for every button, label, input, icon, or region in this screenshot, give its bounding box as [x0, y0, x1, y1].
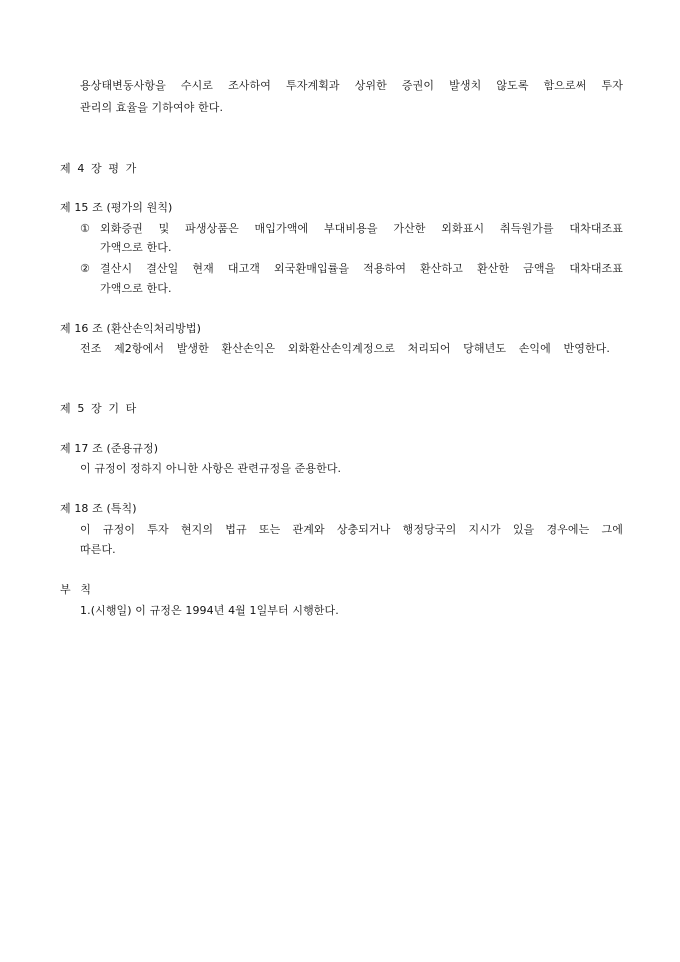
article-heading: 제 15 조 (평가의 원칙) — [60, 201, 173, 214]
article-body-continued: 따른다. — [80, 543, 116, 556]
list-item — [80, 222, 623, 236]
article-body: 이 규정이 정하지 아니한 사항은 관련규정을 준용한다. — [80, 462, 342, 475]
article-heading: 제 17 조 (준용규정) — [60, 442, 159, 455]
item-number: ① — [80, 222, 90, 235]
addendum-heading: 부 칙 — [60, 583, 92, 596]
item-text-continued: 가액으로 한다. — [100, 241, 172, 254]
paragraph-line: 용상태변동사항을 수시로 조사하여 투자계획과 상위한 증권이 발생치 않도록 함으로써 투자 — [80, 79, 623, 92]
item-number: ② — [80, 262, 90, 275]
article-heading: 제 16 조 (환산손익처리방법) — [60, 322, 202, 335]
article-body: 이 규정이 투자 현지의 법규 또는 관계와 상충되거나 행정당국의 지시가 있을 경우에는 그에 — [80, 523, 623, 536]
addendum-body: 1.(시행일) 이 규정은 1994년 4월 1일부터 시행한다. — [80, 604, 339, 617]
article-body: 전조 제2항에서 발생한 환산손익은 외화환산손익계정으로 처리되어 당해년도 손익에 반영한다. — [80, 342, 610, 355]
list-item — [80, 262, 623, 276]
item-text-continued: 가액으로 한다. — [100, 282, 172, 295]
item-text: 결산시 결산일 현재 대고객 외국환매입률을 적용하여 환산하고 환산한 금액을 대차대조표 — [100, 262, 623, 275]
item-text: 외화증권 및 파생상품은 매입가액에 부대비용을 가산한 외화표시 취득원가를 대차대조표 — [100, 222, 623, 235]
chapter-heading: 제 5 장 기 타 — [60, 402, 137, 415]
paragraph-line: 관리의 효율을 기하여야 한다. — [80, 101, 224, 114]
chapter-heading: 제 4 장 평 가 — [60, 162, 137, 175]
article-heading: 제 18 조 (특칙) — [60, 502, 137, 515]
